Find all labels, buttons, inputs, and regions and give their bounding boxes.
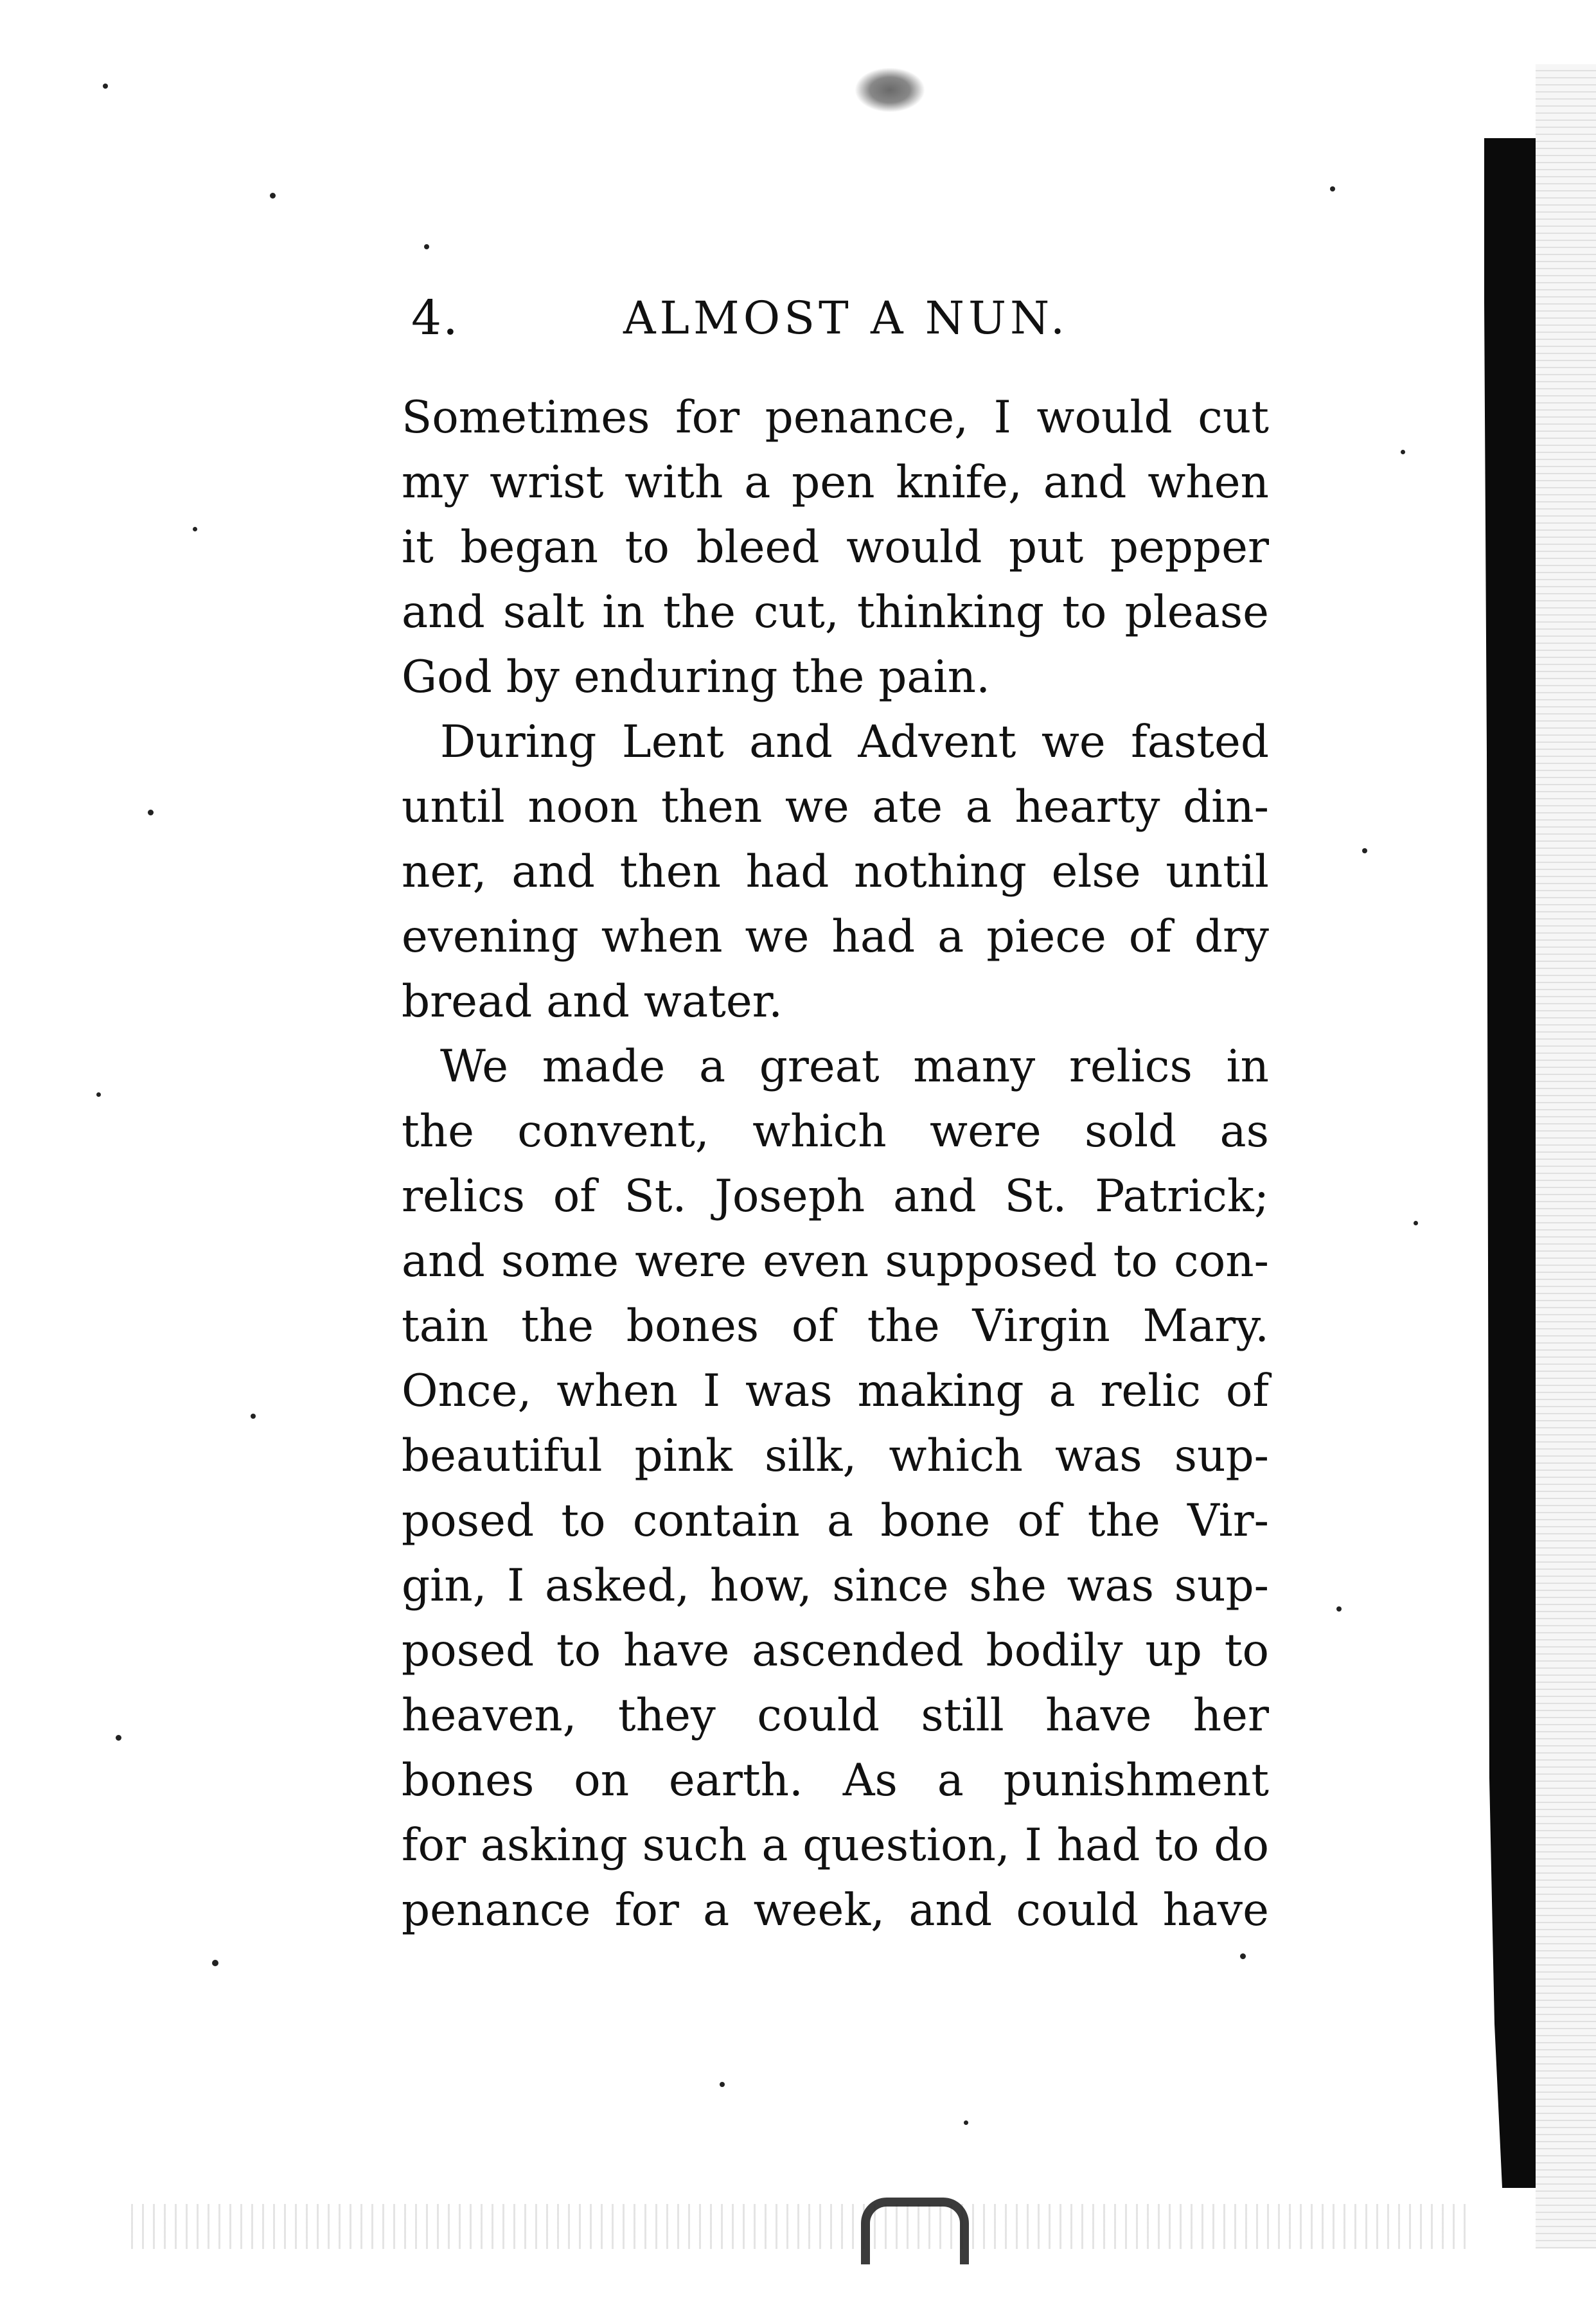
running-title: ALMOST A NUN. <box>623 292 1069 344</box>
body-text <box>402 386 1269 1943</box>
scan-speck <box>96 1092 101 1097</box>
text-line: tain the bones of the Virgin Mary. <box>402 1301 1269 1352</box>
scan-speck <box>1336 1606 1342 1612</box>
binding-shadow <box>1484 138 1536 2188</box>
scan-speck <box>1401 450 1405 454</box>
text-line: relics of St. Joseph and St. Patrick; <box>402 1171 1269 1222</box>
scan-speck <box>116 1735 121 1741</box>
text-line: until noon then we ate a hearty din- <box>402 781 1269 833</box>
binding-edge <box>1536 64 1596 2249</box>
text-line: and some were even supposed to con- <box>402 1236 1269 1287</box>
page-header <box>411 283 1272 353</box>
text-line: During Lent and Advent we fasted <box>440 716 1269 768</box>
text-line: penance for a week, and could have <box>402 1885 1269 1936</box>
text-line: beautiful pink silk, which was sup- <box>402 1430 1269 1482</box>
scan-speck <box>212 1960 218 1966</box>
text-line: evening when we had a piece of dry <box>402 911 1269 963</box>
text-line: posed to contain a bone of the Vir- <box>402 1495 1269 1547</box>
scan-speck <box>1240 1953 1246 1959</box>
scan-speck <box>424 244 429 249</box>
text-line: heaven, they could still have her <box>402 1690 1269 1741</box>
scan-blot-bottom <box>861 2198 969 2264</box>
text-line: bread and water. <box>402 976 783 1027</box>
text-line: God by enduring the pain. <box>402 652 991 703</box>
text-line: ner, and then had nothing else until <box>402 846 1269 898</box>
scan-speck <box>193 527 197 531</box>
scan-speck <box>1330 186 1335 191</box>
scan-smudge-bottom <box>122 2204 1471 2249</box>
scan-speck <box>270 193 276 199</box>
page-number: 4. <box>411 290 459 346</box>
text-line: and salt in the cut, thinking to please <box>402 587 1269 638</box>
text-line: Once, when I was making a relic of <box>402 1365 1269 1417</box>
text-line: posed to have ascended bodily up to <box>402 1625 1269 1676</box>
scan-speck <box>720 2082 725 2087</box>
scan-speck <box>1362 848 1367 853</box>
scan-speck <box>1414 1221 1418 1225</box>
text-line: my wrist with a pen knife, and when <box>402 457 1269 508</box>
text-line: bones on earth. As a punishment <box>402 1755 1269 1806</box>
scan-speck <box>964 2120 968 2125</box>
scan-blot-top <box>855 67 925 112</box>
text-line: Sometimes for penance, I would cut <box>402 392 1269 443</box>
text-line: for asking such a question, I had to do <box>402 1820 1269 1871</box>
scan-speck <box>251 1414 256 1419</box>
text-line: gin, I asked, how, since she was sup- <box>402 1560 1269 1612</box>
text-line: We made a great many relics in <box>440 1041 1269 1092</box>
scan-speck <box>103 84 108 89</box>
scan-speck <box>148 810 154 815</box>
text-line: the convent, which were sold as <box>402 1106 1269 1157</box>
text-line: it began to bleed would put pepper <box>402 522 1269 573</box>
